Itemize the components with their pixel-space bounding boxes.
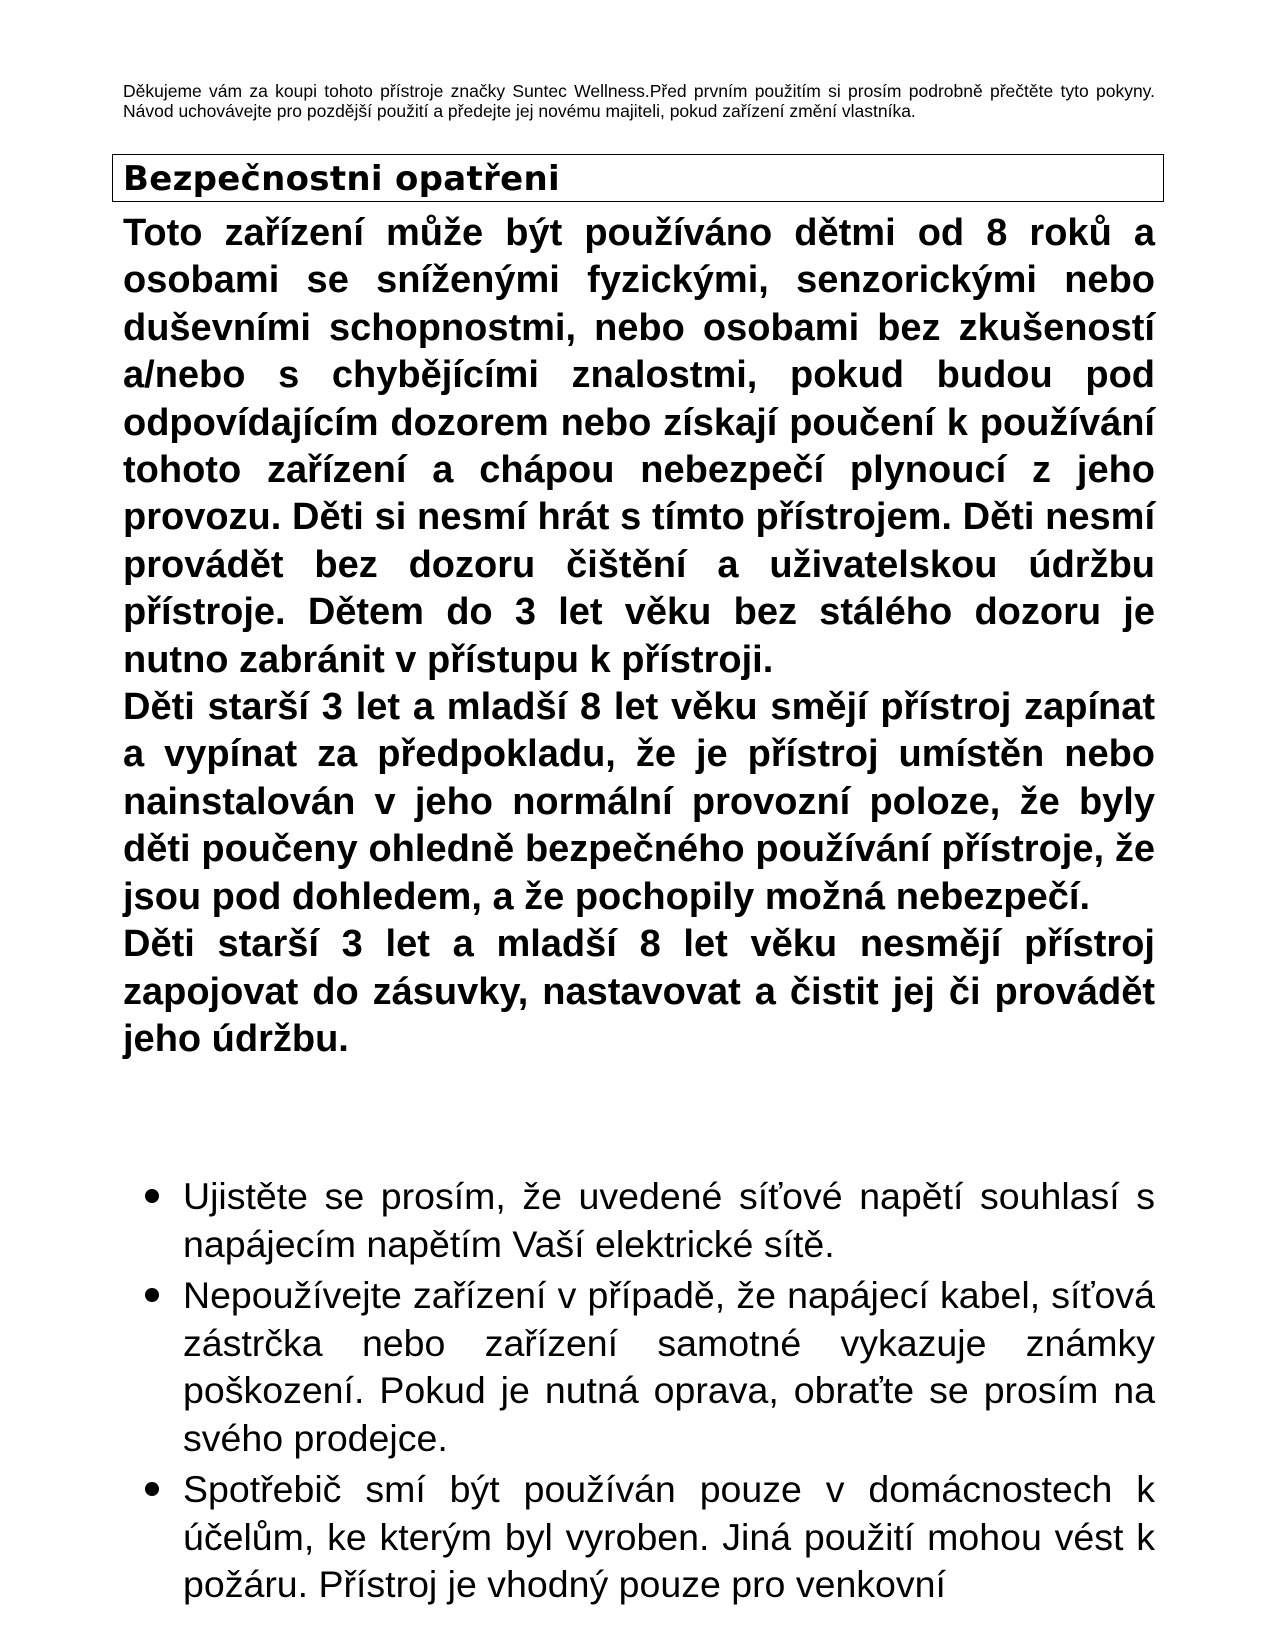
safety-paragraph: Toto zařízení může být používáno dětmi od 8 roků a osobami se sníženými fyzickými, senzorickými nebo duševními schopnostmi, nebo osobami bez zkušeností a/nebo s chybějícími znalostmi, pokud budou pod odpovídajícím dozorem nebo získají poučení k používání tohoto zařízení a chápou nebezpečí plynoucí z jeho provozu. Děti si nesmí hrát s tímto přístrojem. Děti nesmí provádět bez dozoru čištění a uživatelskou údržbu přístroje. Dětem do 3 let věku bez stálého dozoru je nutno zabránit v přístupu k přístroji. <box>123 212 1155 681</box>
list-item-text: Spotřebič smí být používán pouze v domácnostech k účelům, ke kterým byl vyroben. Jiná použití mohou vést k požáru. Přístroj je vhodný pouze pro venkovní <box>183 1468 1155 1605</box>
document-page <box>123 81 1155 1605</box>
list-item <box>123 1272 1155 1462</box>
list-item <box>123 1173 1155 1268</box>
list-item-text: Nepoužívejte zařízení v případě, že napájecí kabel, síťová zástrčka nebo zařízení samotné vykazuje známky poškození. Pokud je nutná oprava, obraťte se prosím na svého prodejce. <box>183 1274 1155 1459</box>
safety-paragraph: Děti starší 3 let a mladší 8 let věku nesmějí přístroj zapojovat do zásuvky, nastavovat a čistit jej či provádět jeho údržbu. <box>123 923 1155 1060</box>
intro-text: Děkujeme vám za koupi tohoto přístroje značky Suntec Wellness.Před prvním použitím si prosím podrobně přečtěte tyto pokyny. Návod uchovávejte pro pozdější použití a předejte jej novému majiteli, pokud zařízení změní vlastníka. <box>123 81 1155 121</box>
section-heading: Bezpečnostni opatřeni <box>123 159 560 199</box>
bullet-icon <box>145 1288 159 1302</box>
bullet-icon <box>145 1189 159 1203</box>
bullet-icon <box>145 1482 159 1496</box>
list-item-text: Ujistěte se prosím, že uvedené síťové napětí souhlasí s napájecím napětím Vaší elektrické sítě. <box>183 1175 1155 1265</box>
safety-bullet-list <box>123 1173 1155 1613</box>
safety-paragraph: Děti starší 3 let a mladší 8 let věku smějí přístroj zapínat a vypínat za předpokladu, že je přístroj umístěn nebo nainstalován v jeho normální provozní poloze, že byly děti poučeny ohledně bezpečného používání přístroje, že jsou pod dohledem, a že pochopily možná nebezpečí. <box>123 686 1155 918</box>
safety-paragraphs <box>123 210 1155 1063</box>
list-item <box>123 1466 1155 1609</box>
